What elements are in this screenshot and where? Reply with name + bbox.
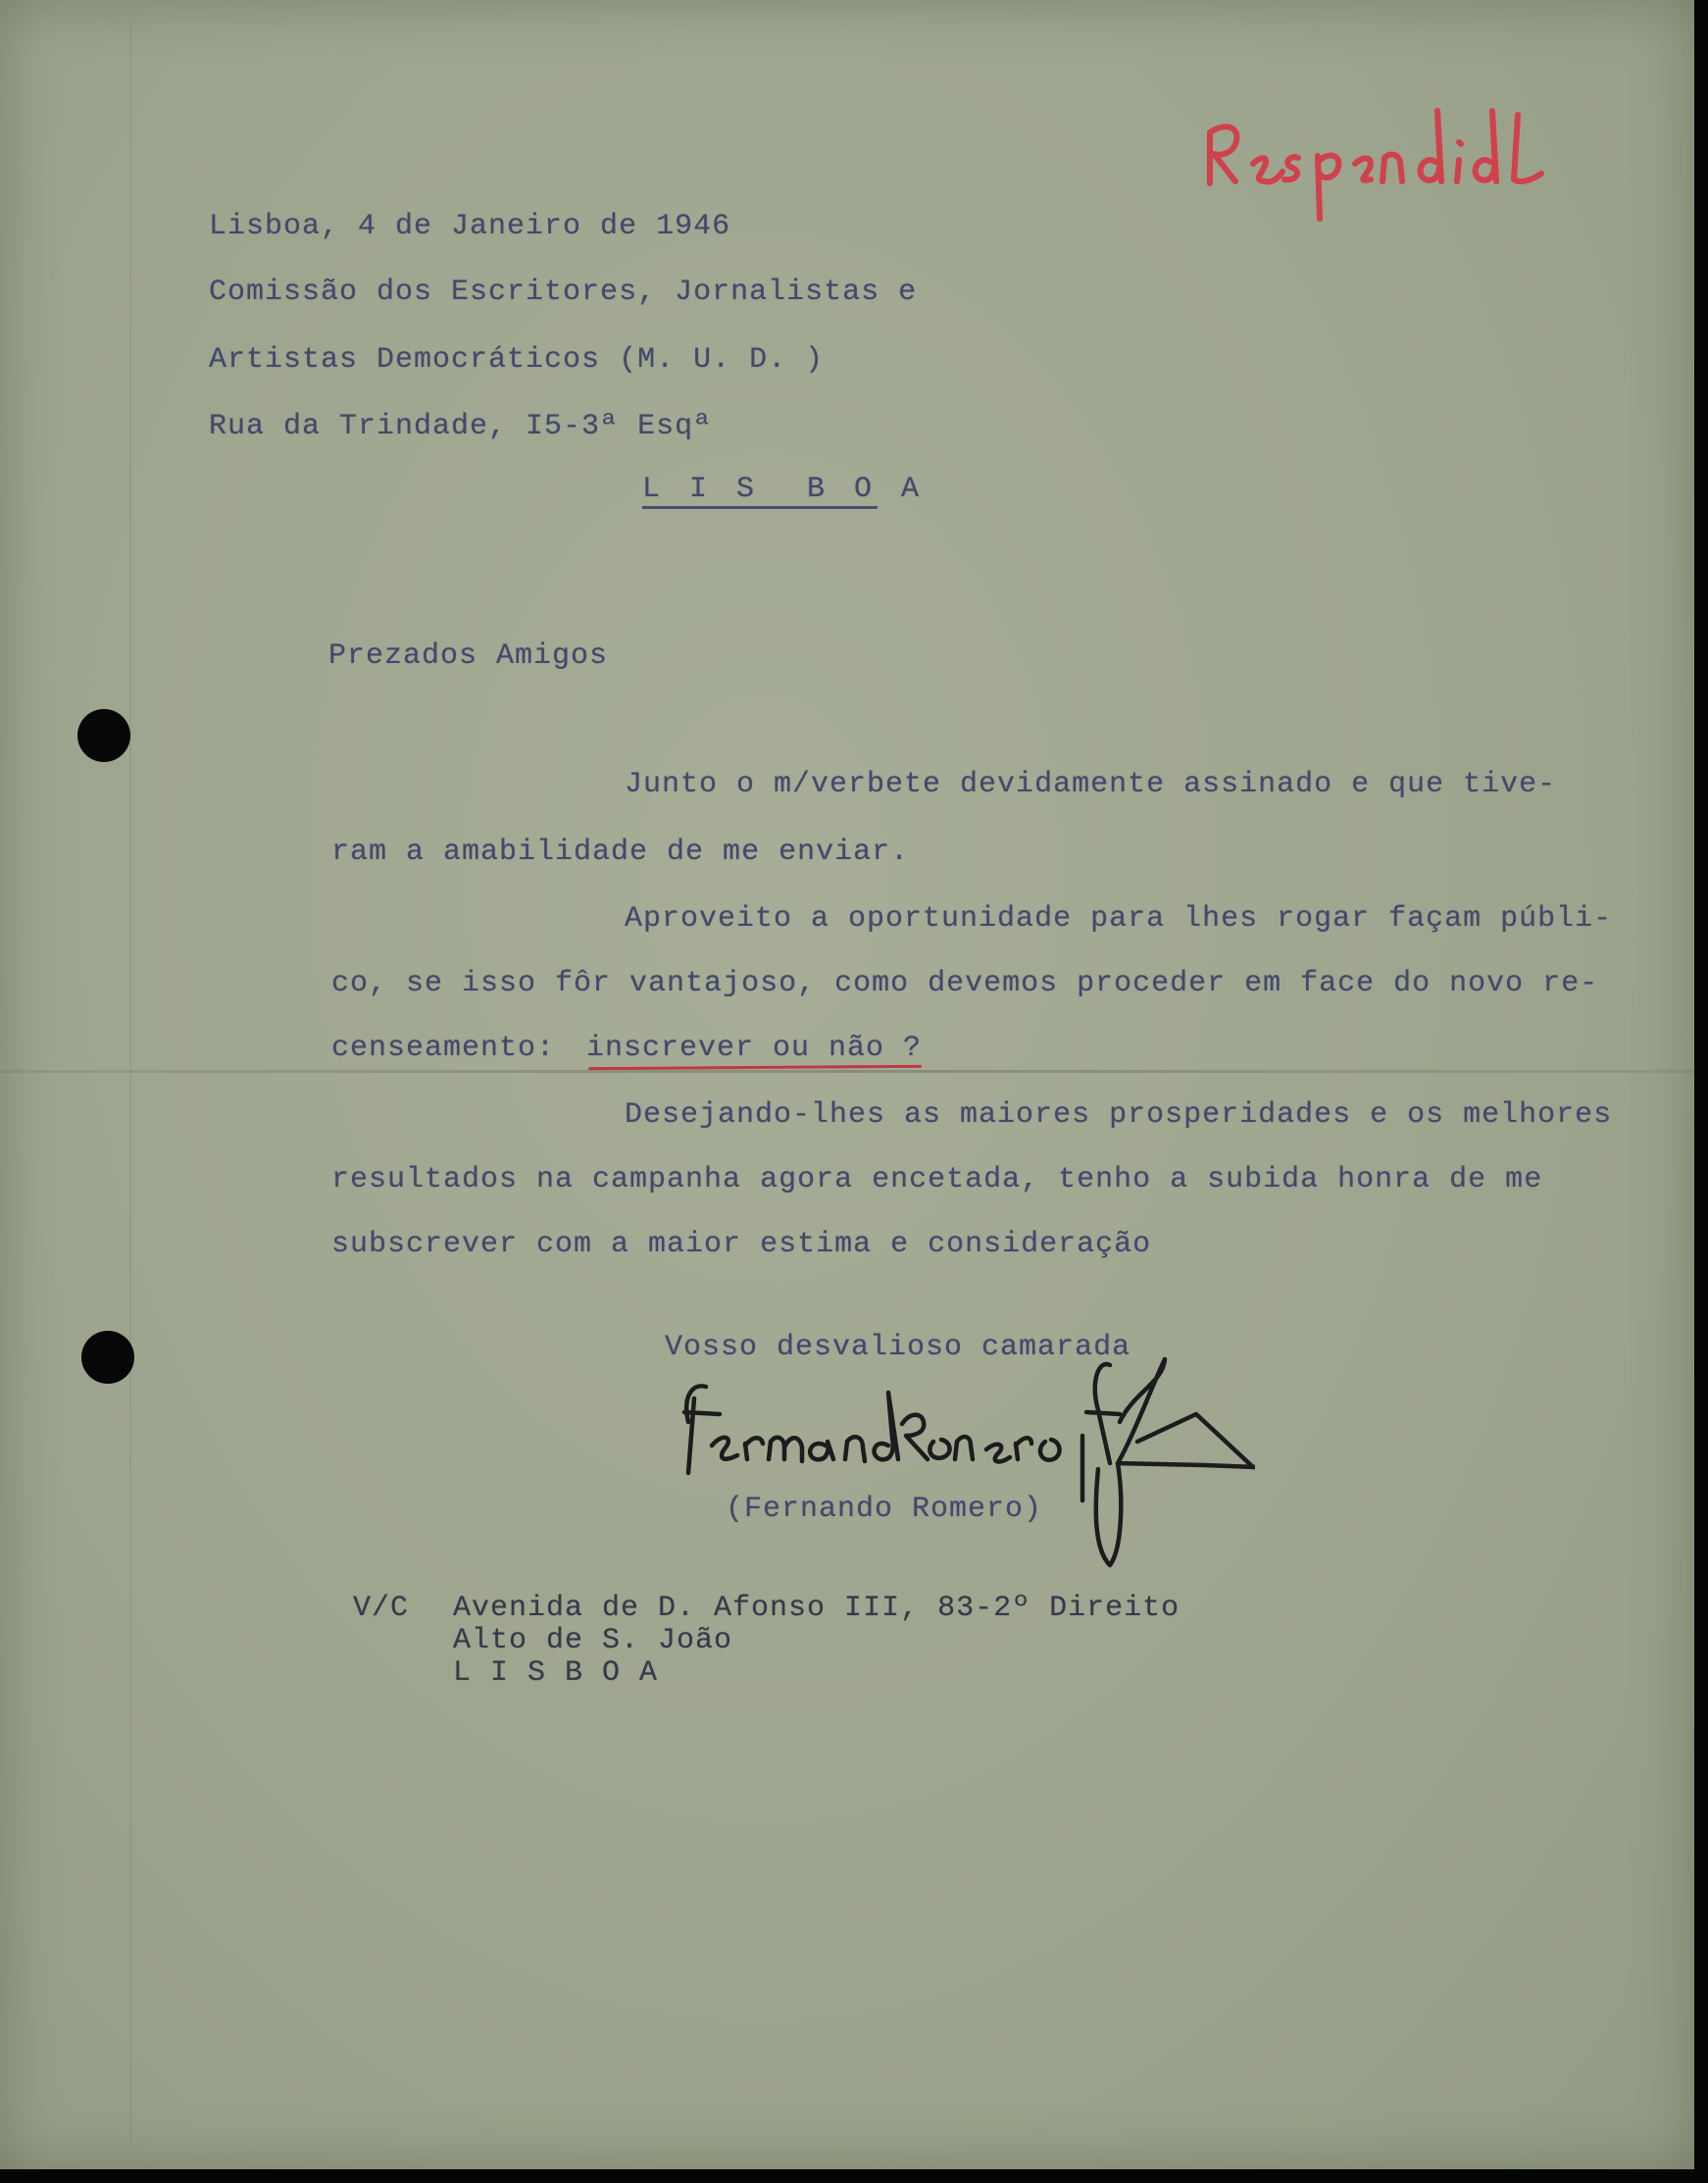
return-address-line-3: L I S B O A [453,1656,659,1690]
paragraph2-line-3-prefix: censeamento: [331,1032,556,1065]
city-underline [642,506,878,509]
paragraph3-line-3: subscrever com a maior estima e consideração [331,1228,1152,1261]
return-address-line-1: Avenida de D. Afonso III, 83-2º Direito [453,1592,1181,1625]
recipient-line-3: Rua da Trindade, I5-3ª Esqª [209,410,713,443]
respondido-annotation [1196,93,1569,230]
paragraph2-line-3-emphasis: inscrever ou não ? [586,1032,923,1065]
recipient-line-1: Comissão dos Escritores, Jornalistas e [209,276,918,309]
signatory-name: (Fernando Romero) [726,1493,1043,1526]
paragraph1-line-1: Junto o m/verbete devidamente assinado e que tive- [625,768,1557,801]
return-address-label: V/C [353,1592,410,1625]
paper-fold [0,1070,1694,1073]
paragraph1-line-2: ram a amabilidade de me enviar. [331,836,910,869]
paragraph3-line-1: Desejando-lhes as maiores prosperidades e os melhores [625,1098,1613,1132]
closing: Vosso desvalioso camarada [665,1331,1131,1364]
paragraph2-line-2: co, se isso fôr vantajoso, como devemos proceder em face do novo re- [331,967,1599,1000]
punch-hole-top [77,709,130,762]
recipient-city: L I S B O A [642,473,926,506]
salutation: Prezados Amigos [328,639,609,673]
paragraph2-line-1: Aproveito a oportunidade para lhes rogar façam públi- [625,902,1613,936]
date-line: Lisboa, 4 de Janeiro de 1946 [209,210,731,243]
punch-hole-bottom [81,1331,134,1384]
recipient-line-2: Artistas Democráticos (M. U. D. ) [209,343,825,377]
return-address-line-2: Alto de S. João [453,1624,733,1657]
margin-crease [129,20,131,2148]
paragraph3-line-2: resultados na campanha agora encetada, tenho a subida honra de me [331,1163,1543,1196]
handwritten-signature [667,1353,1255,1589]
